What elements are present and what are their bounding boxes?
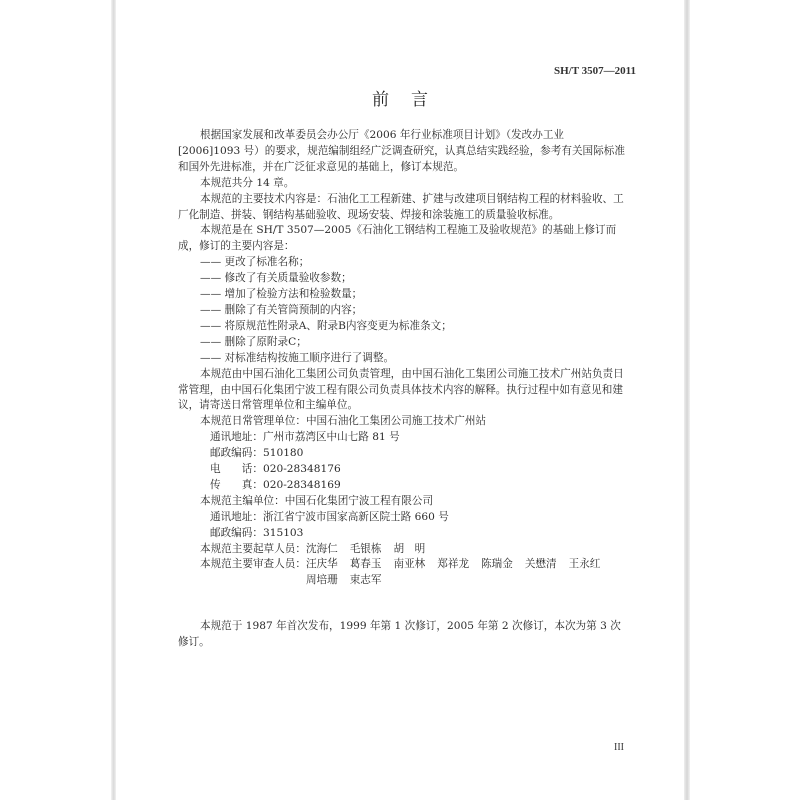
standard-code: SH/T 3507—2011 <box>553 65 636 77</box>
paragraph-basis: 根据国家发展和改革委员会办公厅《2006 年行业标准项目计划》（发改办工业[2006]1093 号）的要求，规范编制组经广泛调查研究，认真总结实践经验，参考有关国际标准和国外先进标准，并在广泛征求意见的基础上，修订本规范。 <box>178 129 625 173</box>
revision-item: —— 更改了标准名称； <box>200 256 310 269</box>
management-postcode: 邮政编码：510180 <box>210 447 304 460</box>
paragraph-management: 本规范由中国石油化工集团公司负责管理，由中国石油化工集团公司施工技术广州站负责日常管理，由中国石化集团宁波工程有限公司负责具体技术内容的解释。执行过程中如有意见和建议，请寄送日常管理单位和主编单位。 <box>178 367 624 412</box>
reviewers-row <box>178 557 625 589</box>
reviewer-name: 汪庆华 <box>305 558 338 571</box>
chief-editor-name: 中国石化集团宁波工程有限公司 <box>284 494 434 507</box>
paragraph-revision-intro: 本规范是在 SH/T 3507—2005《石油化工钢结构工程施工及验收规范》的基础上修订而成，修订的主要内容是： <box>178 224 617 253</box>
drafters-label: 本规范主要起草人员： <box>200 542 306 555</box>
revision-item: —— 将原规范性附录A、附录B内容变更为标准条文； <box>200 319 452 332</box>
chief-editor-label: 本规范主编单位： <box>200 494 285 507</box>
reviewer-name: 周培珊 <box>305 574 338 587</box>
drafter-name: 毛银栋 <box>349 542 382 555</box>
reviewers-label: 本规范主要审查人员： <box>200 558 306 571</box>
drafter-name: 胡 明 <box>393 542 426 555</box>
reviewer-name: 王永红 <box>568 558 601 571</box>
reviewers-names <box>306 557 625 589</box>
page-title: 前言 <box>372 90 450 110</box>
page-edge-right <box>684 0 690 800</box>
management-address: 通讯地址：广州市荔湾区中山七路 81 号 <box>210 431 400 444</box>
management-unit-label: 本规范日常管理单位： <box>200 415 306 428</box>
document-page <box>116 0 684 800</box>
management-unit-name: 中国石油化工集团公司施工技术广州站 <box>305 415 487 428</box>
page-number: III <box>614 742 624 753</box>
reviewer-name: 南亚林 <box>393 558 426 571</box>
reviewer-name: 郑祥龙 <box>437 558 470 571</box>
left-margin <box>0 0 113 800</box>
management-unit <box>178 414 625 430</box>
drafters-names <box>306 542 425 558</box>
revision-item: —— 删除了有关管筒预制的内容； <box>200 303 363 316</box>
revision-list <box>178 255 625 366</box>
drafters-row <box>178 542 625 558</box>
management-fax: 传 真：020-28348169 <box>210 478 341 491</box>
drafter-name: 沈海仁 <box>305 542 338 555</box>
chief-editor-postcode: 邮政编码：315103 <box>210 526 304 539</box>
document-body <box>178 128 625 651</box>
revision-item: —— 增加了检验方法和检验数量； <box>200 288 363 301</box>
paragraph-chapters: 本规范共分 14 章。 <box>200 176 295 189</box>
revision-item: —— 修改了有关质量验收参数； <box>200 272 352 285</box>
chief-editor-unit <box>178 494 625 510</box>
revision-item: —— 对标准结构按施工顺序进行了调整。 <box>200 351 395 364</box>
reviewer-name: 束志军 <box>349 574 382 587</box>
chief-editor-address: 通讯地址：浙江省宁波市国家高新区院士路 660 号 <box>210 510 449 523</box>
reviewer-name: 陈瑞金 <box>481 558 513 571</box>
reviewer-name: 关懋清 <box>524 558 557 571</box>
management-phone: 电 话：020-28348176 <box>210 463 341 476</box>
paragraph-main-content: 本规范的主要技术内容是：石油化工工程新建、扩建与改建项目钢结构工程的材料验收、工厂化制造、拼装、钢结构基础验收、现场安装、焊接和涂装施工的质量验收标准。 <box>178 192 624 221</box>
reviewer-name: 葛春玉 <box>349 558 382 571</box>
revision-item: —— 删除了原附录C； <box>200 335 307 348</box>
paragraph-history: 本规范于 1987 年首次发布，1999 年第 1 次修订，2005 年第 2 次修订，本次为第 3 次修订。 <box>178 620 621 649</box>
spacer <box>178 589 625 619</box>
